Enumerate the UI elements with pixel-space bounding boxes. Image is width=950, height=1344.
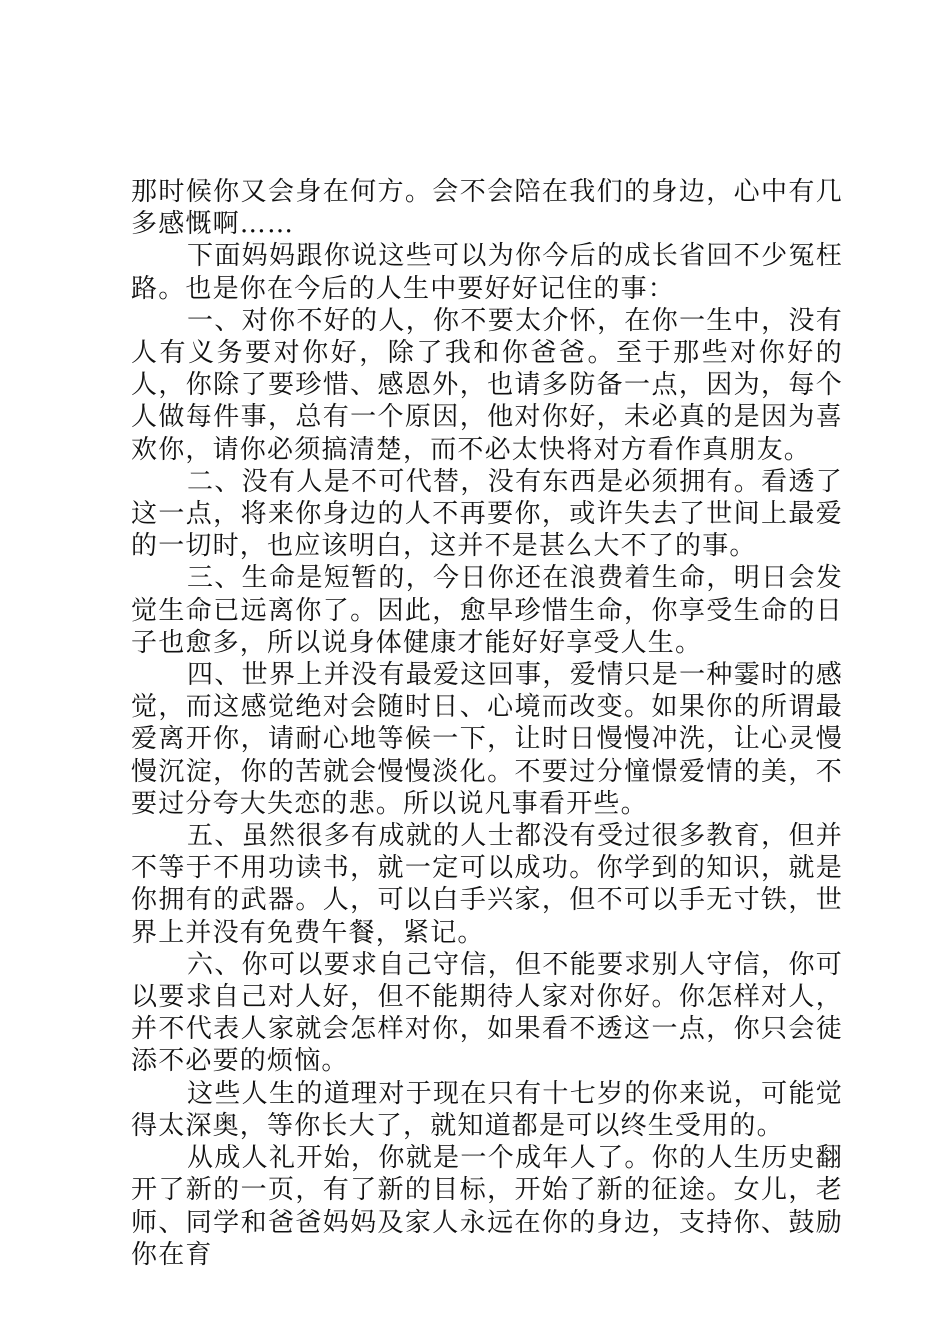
paragraph-4: 二、没有人是不可代替，没有东西是必须拥有。看透了这一点，将来你身边的人不再要你，或许失去了世间上最爱的一切时，也应该明白，这并不是甚么大不了的事。 — [131, 466, 843, 562]
paragraph-1: 那时候你又会身在何方。会不会陪在我们的身边，心中有几多感慨啊…… — [131, 177, 843, 240]
document-body — [131, 176, 843, 1271]
paragraph-2: 下面妈妈跟你说这些可以为你今后的成长省回不少冤枉路。也是你在今后的人生中要好好记住的事： — [131, 241, 843, 304]
paragraph-8: 六、你可以要求自己守信，但不能要求别人守信，你可以要求自己对人好，但不能期待人家对你好。你怎样对人，并不代表人家就会怎样对你，如果看不透这一点，你只会徒添不必要的烦恼。 — [131, 949, 843, 1077]
paragraph-7: 五、虽然很多有成就的人士都没有受过很多教育，但并不等于不用功读书，就一定可以成功。你学到的知识，就是你拥有的武器。人，可以白手兴家，但不可以手无寸铁，世界上并没有免费午餐，紧记。 — [131, 821, 843, 948]
paragraph-9: 这些人生的道理对于现在只有十七岁的你来说，可能觉得太深奥，等你长大了，就知道都是可以终生受用的。 — [131, 1078, 843, 1141]
paragraph-3: 一、对你不好的人，你不要太介怀，在你一生中，没有人有义务要对你好，除了我和你爸爸。至于那些对你好的人，你除了要珍惜、感恩外，也请多防备一点，因为，每个人做每件事，总有一个原因，他对你好，未必真的是因为喜欢你，请你必须搞清楚，而不必太快将对方看作真朋友。 — [131, 305, 843, 465]
paragraph-10: 从成人礼开始，你就是一个成年人了。你的人生历史翻开了新的一页，有了新的目标，开始了新的征途。女儿，老师、同学和爸爸妈妈及家人永远在你的身边，支持你、鼓励你在育 — [131, 1143, 843, 1270]
paragraph-6: 四、世界上并没有最爱这回事，爱情只是一种霎时的感觉，而这感觉绝对会随时日、心境而改变。如果你的所谓最爱离开你，请耐心地等候一下，让时日慢慢冲洗，让心灵慢慢沉淀，你的苦就会慢慢淡化。不要过分憧憬爱情的美，不要过分夸大失恋的悲。所以说凡事看开些。 — [131, 660, 843, 819]
paragraph-5: 三、生命是短暂的，今日你还在浪费着生命，明日会发觉生命已远离你了。因此，愈早珍惜生命，你享受生命的日子也愈多，所以说身体健康才能好好享受人生。 — [131, 563, 843, 658]
